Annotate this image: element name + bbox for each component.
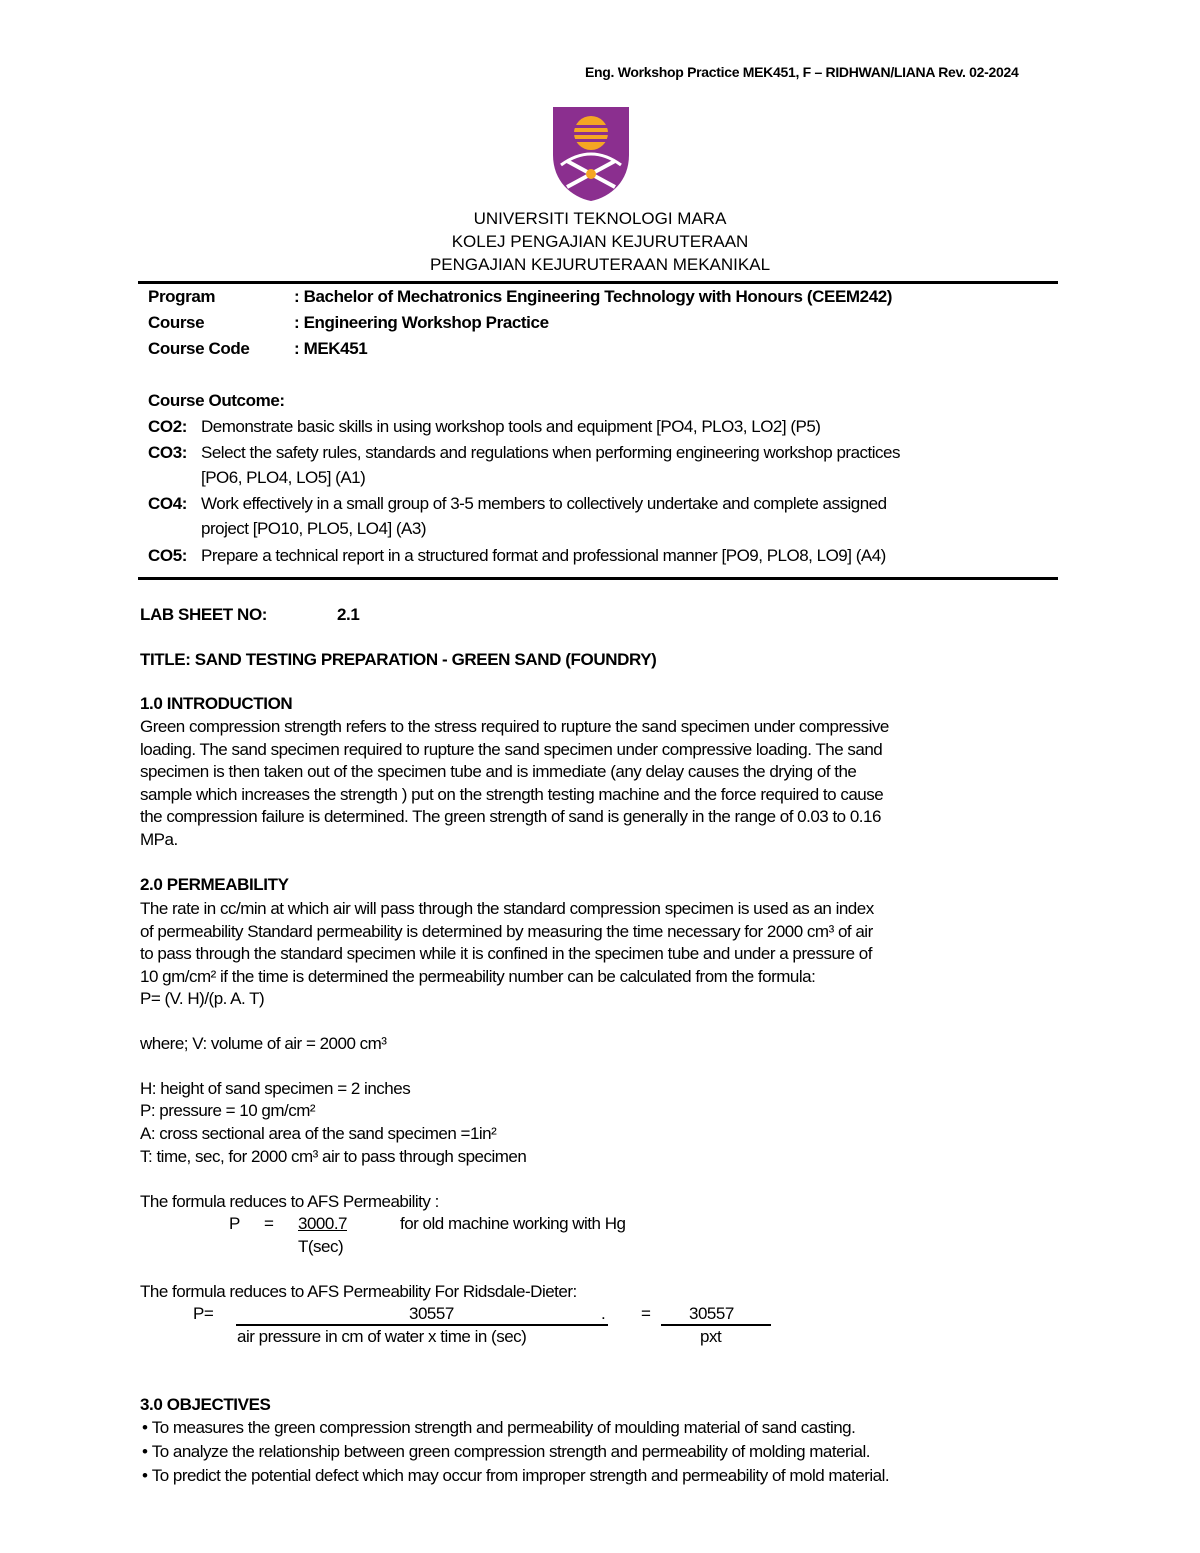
university-name: UNIVERSITI TEKNOLOGI MARA (473, 209, 727, 228)
afs-intro: The formula reduces to AFS Permeability : (140, 1192, 439, 1211)
var-pressure: P: pressure = 10 gm/cm² (140, 1101, 316, 1120)
afs-equals: = (264, 1214, 274, 1233)
rd-p: P= (193, 1304, 214, 1323)
bullet-icon: • (142, 1466, 152, 1485)
afs-note: for old machine working with Hg (400, 1214, 626, 1233)
where-volume: where; V: volume of air = 2000 cm³ (140, 1034, 387, 1053)
intro-paragraph (140, 716, 1060, 851)
lab-sheet-label: LAB SHEET NO: (140, 605, 268, 624)
document-header-ref: Eng. Workshop Practice MEK451, F – RIDHWAN/LIANA Rev. 02-2024 (585, 64, 1019, 80)
co5-label: CO5: (148, 546, 188, 565)
course-label: Course (148, 313, 205, 332)
co2-text: Demonstrate basic skills in using workshop tools and equipment [PO4, PLO3, LO2] (P5) (201, 417, 821, 436)
rd-fraction-bar (236, 1324, 608, 1326)
afs-denominator: T(sec) (298, 1237, 344, 1256)
department-name: PENGAJIAN KEJURUTERAAN MEKANIKAL (429, 255, 771, 274)
intro-heading: 1.0 INTRODUCTION (140, 694, 293, 713)
afs-p: P (229, 1214, 240, 1233)
course-value: : Engineering Workshop Practice (294, 313, 549, 332)
rd-denominator-2: pxt (700, 1327, 722, 1346)
program-label: Program (148, 287, 216, 306)
rd-equals: = (641, 1304, 651, 1323)
top-divider (138, 281, 1058, 284)
permeability-formula: P= (V. H)/(p. A. T) (140, 989, 265, 1008)
intro-line: sample which increases the strength ) put on the strength testing machine and the force required to cause (140, 784, 884, 804)
bullet-icon: • (142, 1442, 152, 1461)
permeability-line: of permeability Standard permeability is determined by measuring the time necessary for 2000 cm³ of air (140, 921, 873, 941)
co3-label: CO3: (148, 443, 188, 462)
afs-numerator: 3000.7 (298, 1214, 347, 1233)
rd-intro: The formula reduces to AFS Permeability For Ridsdale-Dieter: (140, 1282, 577, 1301)
co2-label: CO2: (148, 417, 188, 436)
var-height: H: height of sand specimen = 2 inches (140, 1079, 411, 1098)
program-value: : Bachelor of Mechatronics Engineering Technology with Honours (CEEM242) (294, 287, 893, 306)
intro-line: loading. The sand specimen required to rupture the sand specimen under compressive loading. The sand (140, 739, 883, 759)
co3-text-line1: Select the safety rules, standards and regulations when performing engineering workshop practices (201, 443, 900, 462)
objective-text: To predict the potential defect which may occur from improper strength and permeability of mold material. (151, 1466, 890, 1485)
lab-sheet-number: 2.1 (337, 605, 360, 624)
co4-text-line2: project [PO10, PLO5, LO4] (A3) (201, 519, 427, 538)
co4-label: CO4: (148, 494, 188, 513)
bottom-divider (138, 577, 1058, 580)
rd-dot: . (601, 1304, 606, 1323)
objective-text: To analyze the relationship between green compression strength and permeability of molding material. (151, 1442, 870, 1461)
rd-fraction-bar-2 (661, 1324, 771, 1326)
objectives-heading: 3.0 OBJECTIVES (140, 1395, 271, 1414)
permeability-line: 10 gm/cm² if the time is determined the permeability number can be calculated from the formula: (140, 966, 816, 986)
intro-line: MPa. (140, 829, 178, 849)
bullet-icon: • (142, 1418, 152, 1437)
course-code-label: Course Code (148, 339, 250, 358)
college-name: KOLEJ PENGAJIAN KEJURUTERAAN (451, 232, 749, 251)
university-logo (549, 103, 633, 203)
rd-numerator: 30557 (409, 1304, 454, 1323)
objective-item (142, 1442, 870, 1462)
var-time: T: time, sec, for 2000 cm³ air to pass through specimen (140, 1147, 527, 1166)
permeability-line: to pass through the standard specimen while it is confined in the specimen tube and under a pressure of (140, 944, 872, 963)
intro-line: the compression failure is determined. The green strength of sand is generally in the range of 0.03 to 0.16 (140, 807, 881, 826)
co4-text-line1: Work effectively in a small group of 3-5 members to collectively undertake and complete assigned (201, 494, 887, 513)
lab-title: TITLE: SAND TESTING PREPARATION - GREEN SAND (FOUNDRY) (140, 650, 657, 669)
objective-item (142, 1466, 889, 1486)
var-area: A: cross sectional area of the sand specimen =1in² (140, 1124, 497, 1143)
co5-text: Prepare a technical report in a structured format and professional manner [PO9, PLO8, LO9] (A4) (201, 546, 886, 565)
course-code-value: : MEK451 (294, 339, 368, 358)
co3-text-line2: [PO6, PLO4, LO5] (A1) (201, 468, 366, 487)
permeability-paragraph (140, 898, 1060, 1011)
course-outcome-heading: Course Outcome: (148, 391, 285, 410)
objective-item (142, 1418, 855, 1438)
intro-line: Green compression strength refers to the stress required to rupture the sand specimen under compressive (140, 717, 889, 736)
permeability-heading: 2.0 PERMEABILITY (140, 875, 289, 894)
intro-line: specimen is then taken out of the specimen tube and is immediate (any delay causes the drying of the (140, 762, 857, 781)
rd-denominator: air pressure in cm of water x time in (sec) (237, 1327, 527, 1346)
permeability-line: The rate in cc/min at which air will pass through the standard compression specimen is used as an index (140, 899, 874, 918)
objective-text: To measures the green compression strength and permeability of moulding material of sand casting. (151, 1418, 856, 1437)
rd-numerator-2: 30557 (689, 1304, 734, 1323)
